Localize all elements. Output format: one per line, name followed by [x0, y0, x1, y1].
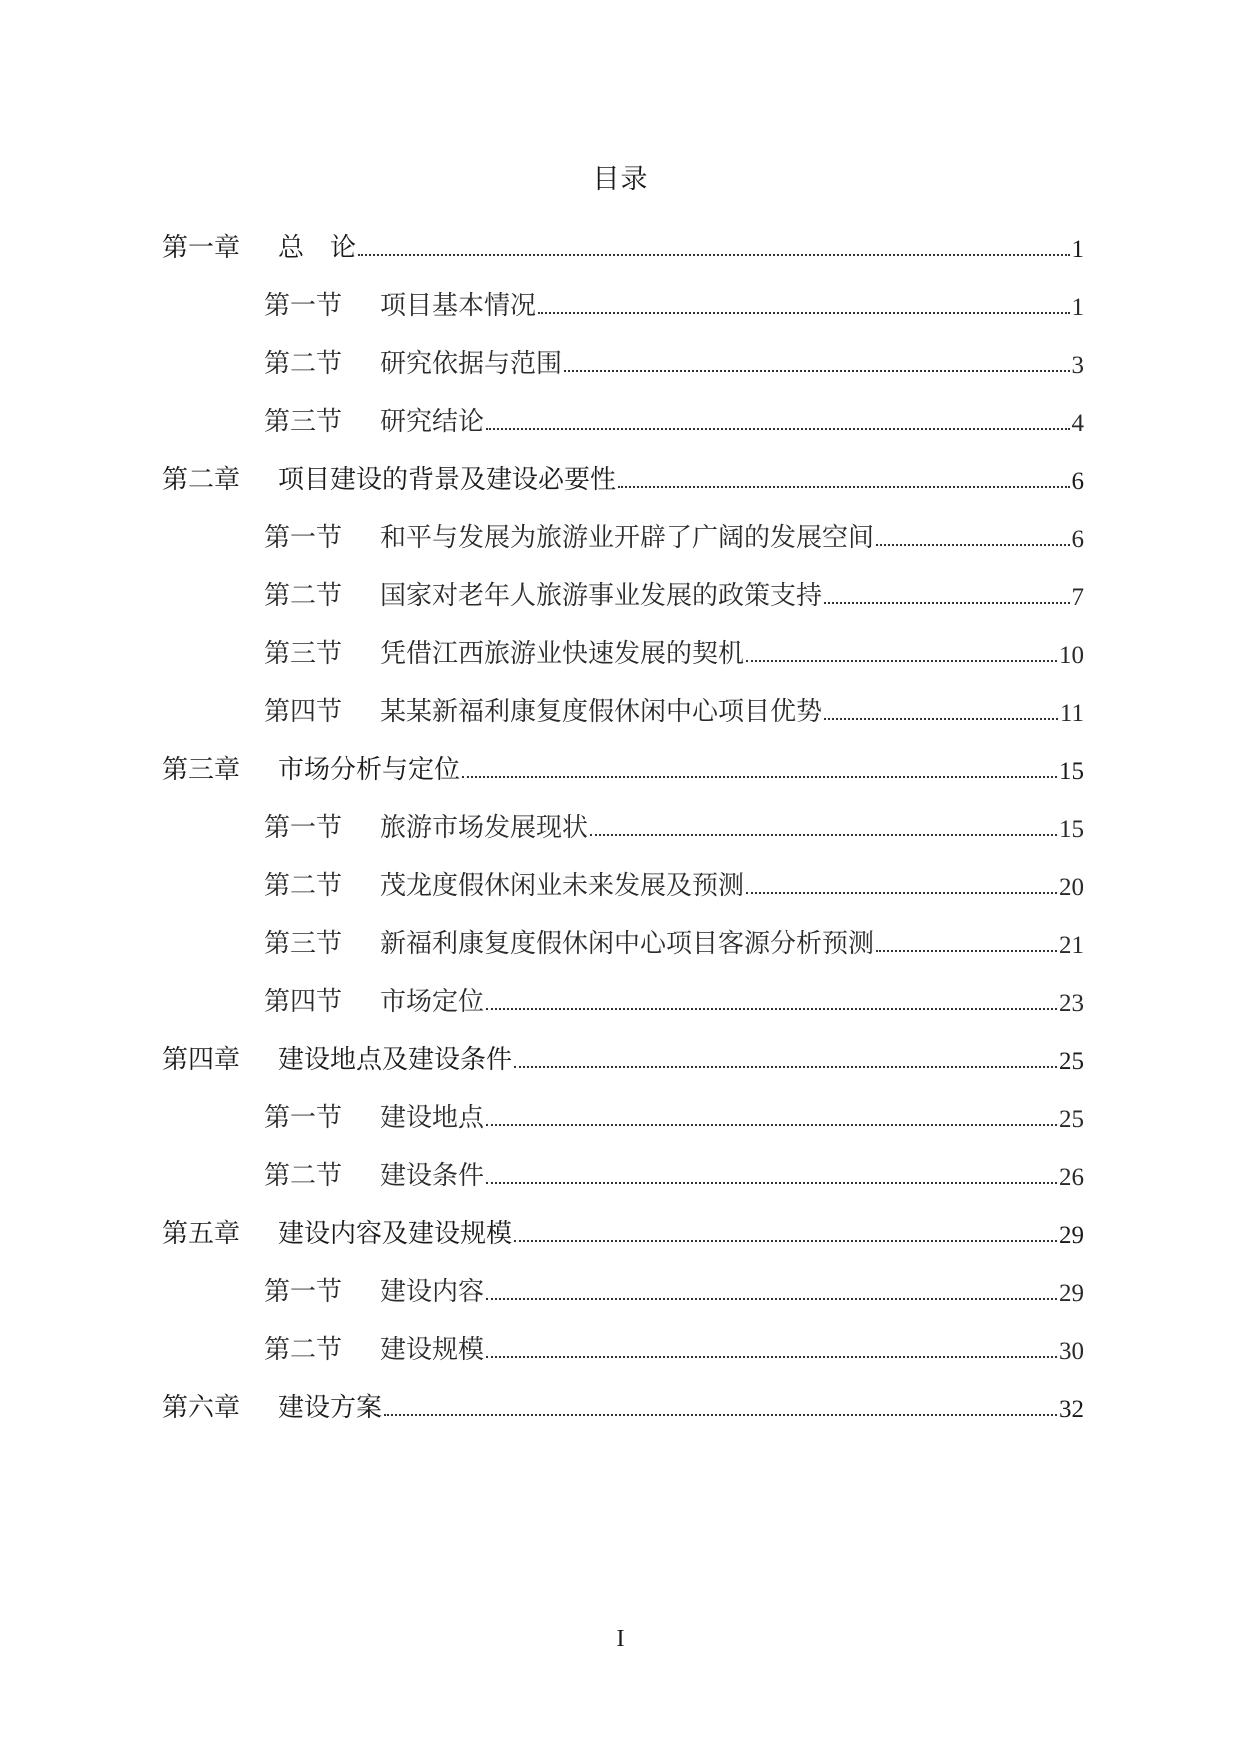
toc-section[interactable] [264, 630, 1084, 670]
chapter-label: 第一章 [162, 233, 241, 263]
toc-section[interactable] [264, 862, 1084, 902]
toc-chapter-2[interactable] [162, 456, 1084, 496]
page-number: 6 [1071, 526, 1084, 553]
dot-leader [824, 602, 1069, 604]
toc-section[interactable] [264, 282, 1084, 322]
dot-leader [486, 1124, 1057, 1126]
dot-leader [746, 892, 1057, 894]
section-title: 某某新福利康复度假休闲中心项目优势 [380, 697, 823, 727]
section-title: 旅游市场发展现状 [380, 813, 589, 843]
page-number: 6 [1071, 468, 1084, 495]
section-label: 第二节 [264, 349, 343, 379]
page-number: 25 [1059, 1106, 1084, 1133]
dot-leader [746, 660, 1057, 662]
section-title: 国家对老年人旅游事业发展的政策支持 [380, 581, 823, 611]
page-number: 29 [1059, 1280, 1084, 1307]
page-number: 21 [1059, 932, 1084, 959]
dot-leader [876, 950, 1057, 952]
toc-chapter-4[interactable] [162, 1036, 1084, 1076]
section-title: 建设条件 [380, 1161, 485, 1191]
toc-section[interactable] [264, 514, 1084, 554]
section-label: 第一节 [264, 813, 343, 843]
page-number: 30 [1059, 1338, 1084, 1365]
section-title: 建设内容 [380, 1277, 485, 1307]
toc-section[interactable] [264, 1326, 1084, 1366]
page-number: 1 [1071, 236, 1084, 263]
toc-section[interactable] [264, 920, 1084, 960]
toc-section[interactable] [264, 978, 1084, 1018]
toc-section[interactable] [264, 1094, 1084, 1134]
dot-leader [486, 1182, 1057, 1184]
toc-section[interactable] [264, 1268, 1084, 1308]
dot-leader [824, 718, 1058, 720]
page-number: 15 [1059, 816, 1084, 843]
dot-leader [514, 1066, 1057, 1068]
section-label: 第二节 [264, 871, 343, 901]
toc-section[interactable] [264, 804, 1084, 844]
page-number: 29 [1059, 1222, 1084, 1249]
page-number: 4 [1071, 410, 1084, 437]
toc-section[interactable] [264, 572, 1084, 612]
section-title: 新福利康复度假休闲中心项目客源分析预测 [380, 929, 875, 959]
toc-chapter-5[interactable] [162, 1210, 1084, 1250]
dot-leader [486, 1298, 1057, 1300]
page-number: 1 [1071, 294, 1084, 321]
dot-leader [590, 834, 1057, 836]
chapter-label: 第四章 [162, 1045, 241, 1075]
chapter-label: 第六章 [162, 1393, 241, 1423]
chapter-title: 总 论 [278, 233, 357, 263]
chapter-title: 建设内容及建设规模 [278, 1219, 513, 1249]
dot-leader [486, 1356, 1057, 1358]
toc-title: 目录 [592, 164, 649, 195]
section-title: 研究结论 [380, 407, 485, 437]
section-label: 第一节 [264, 1103, 343, 1133]
section-label: 第二节 [264, 581, 343, 611]
section-label: 第二节 [264, 1161, 343, 1191]
dot-leader [358, 254, 1069, 256]
dot-leader [618, 486, 1069, 488]
toc-chapter-3[interactable] [162, 746, 1084, 786]
chapter-label: 第二章 [162, 465, 241, 495]
page-number: 25 [1059, 1048, 1084, 1075]
section-label: 第一节 [264, 291, 343, 321]
section-label: 第一节 [264, 1277, 343, 1307]
section-label: 第一节 [264, 523, 343, 553]
page-number: 11 [1059, 700, 1084, 727]
chapter-title: 项目建设的背景及建设必要性 [278, 465, 617, 495]
toc-section[interactable] [264, 1152, 1084, 1192]
toc-section[interactable] [264, 398, 1084, 438]
dot-leader [538, 312, 1069, 314]
dot-leader [486, 1008, 1057, 1010]
page-number: 26 [1059, 1164, 1084, 1191]
section-title: 建设规模 [380, 1335, 485, 1365]
toc-chapter-1[interactable] [162, 224, 1084, 264]
section-label: 第四节 [264, 697, 343, 727]
section-label: 第三节 [264, 639, 343, 669]
page-number: 20 [1059, 874, 1084, 901]
dot-leader [384, 1414, 1057, 1416]
section-title: 研究依据与范围 [380, 349, 563, 379]
dot-leader [876, 544, 1069, 546]
dot-leader [564, 370, 1069, 372]
chapter-title: 建设方案 [278, 1393, 383, 1423]
page-number: 7 [1071, 584, 1084, 611]
dot-leader [462, 776, 1057, 778]
toc-section[interactable] [264, 340, 1084, 380]
section-title: 项目基本情况 [380, 291, 537, 321]
chapter-title: 市场分析与定位 [278, 755, 461, 785]
page-footer-number: I [616, 1626, 625, 1652]
chapter-label: 第三章 [162, 755, 241, 785]
dot-leader [486, 428, 1069, 430]
dot-leader [514, 1240, 1057, 1242]
section-title: 建设地点 [380, 1103, 485, 1133]
page-number: 3 [1071, 352, 1084, 379]
section-title: 凭借江西旅游业快速发展的契机 [380, 639, 745, 669]
section-title: 和平与发展为旅游业开辟了广阔的发展空间 [380, 523, 875, 553]
section-label: 第四节 [264, 987, 343, 1017]
section-label: 第二节 [264, 1335, 343, 1365]
chapter-label: 第五章 [162, 1219, 241, 1249]
toc-chapter-6[interactable] [162, 1384, 1084, 1424]
page-number: 32 [1059, 1396, 1084, 1423]
page-number: 15 [1059, 758, 1084, 785]
section-title: 市场定位 [380, 987, 485, 1017]
section-label: 第三节 [264, 929, 343, 959]
page-number: 23 [1059, 990, 1084, 1017]
chapter-title: 建设地点及建设条件 [278, 1045, 513, 1075]
section-title: 茂龙度假休闲业未来发展及预测 [380, 871, 745, 901]
section-label: 第三节 [264, 407, 343, 437]
toc-section[interactable] [264, 688, 1084, 728]
page-number: 10 [1059, 642, 1084, 669]
